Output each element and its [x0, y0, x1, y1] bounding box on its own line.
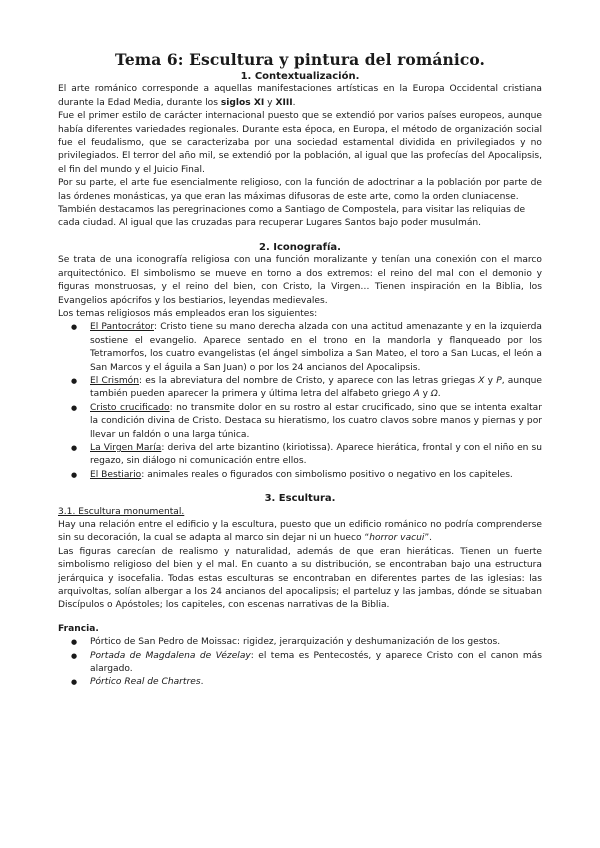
paragraph: También destacamos las peregrinaciones como a Santiago de Compostela, para visitar las reliquias de cada ciudad. Al igual que las cruzadas para recuperar Lugares Santos bajo poder musulmán.: [58, 205, 526, 229]
paragraph: Hay una relación entre el edificio y la escultura, puesto que un edificio románico no podría comprenderse sin su decoración, la cual se adapta al marco sin dejar ni un hueco “horror vacui”.: [58, 520, 542, 544]
list-item: ● Cristo crucificado: no transmite dolor en su rostro al estar crucificado, sino que se intenta exaltar la condición divina de Cristo. Destaca su hieratismo, los cuatro clavos sobre manos y piernas y por llevar un faldón o una larga túnica.: [90, 402, 542, 442]
list-item: ● Portada de Magdalena de Vézelay: el tema es Pentecostés, y aparece Cristo con el canon más alargado.: [90, 650, 542, 677]
page-title: Tema 6: Escultura y pintura del románico.: [114, 50, 486, 69]
section-heading-escultura: 3. Escultura.: [264, 493, 336, 505]
paragraph: Los temas religiosos más empleados eran los siguientes:: [58, 308, 318, 319]
paragraph: Las figuras carecían de realismo y naturalidad, además de que eran hieráticas. Tienen un fuerte simbolismo religioso del bien y el mal. En cuanto a su distribución, se encontraban bajo una estructura jerárquica y isocefalia. Todas estas esculturas se encontraban en diferentes partes de las iglesias: las arquivoltas, solían albergar a los 24 ancianos del apocalipsis; el parteluz y las jambas, dónde se situaban Discípulos o Apóstoles; los capiteles, con escenas narrativas de la Biblia.: [58, 546, 542, 611]
list-item: ● El Bestiario: animales reales o figurados con simbolismo positivo o negativo en los capiteles.: [90, 469, 542, 482]
paragraph: Fue el primer estilo de carácter internacional puesto que se extendió por varios países europeos, aunque había diferentes variedades regionales. Durante esta época, en Europa, el método de organización social fue el feudalismo, que se caracterizaba por una sociedad estamental dividida en privilegiados y no privilegiados. El terror del año mil, se extendió por la población, al igual que las profecías del Apocalipsis, el fin del mundo y el Juicio Final.: [58, 111, 542, 175]
paragraph: El arte románico corresponde a aquellas manifestaciones artísticas en la Europa Occidental cristiana durante la Edad Media, durante los siglos XI y XIII.: [58, 84, 542, 108]
themes-list: [58, 321, 542, 482]
subsection-heading: 3.1. Escultura monumental.: [58, 506, 185, 517]
section-heading-contextualizacion: 1. Contextualización.: [240, 71, 360, 82]
list-item: ● El Crismón: es la abreviatura del nombre de Cristo, y aparece con las letras griegas X y P, aunque también pueden aparecer la primera y última letra del alfabeto griego A y Ω.: [90, 375, 542, 402]
paragraph: Se trata de una iconografía religiosa con una función moralizante y tenían una conexión con el marco arquitectónico. El simbolismo se mueve en torno a dos extremos: el reino del mal con el demonio y figuras monstruosas, y el reino del bien, con Cristo, la Virgen… Tienen inspiración en la Biblia, los Evangelios apócrifos y los bestiarios, leyendas medievales.: [58, 255, 542, 306]
list-item: ● Pórtico de San Pedro de Moissac: rigidez, jerarquización y deshumanización de los gestos.: [90, 636, 542, 649]
paragraph: Por su parte, el arte fue esencialmente religioso, con la función de adoctrinar a la población por parte de las órdenes monásticas, ya que eran las máximas difusoras de este arte, como la orden cluniacense.: [58, 178, 542, 202]
list-item: ● La Virgen María: deriva del arte bizantino (kiriotissa). Aparece hierática, frontal y con el niño en su regazo, sin diálogo ni comunicación entre ellos.: [90, 442, 542, 469]
document-page: [58, 50, 542, 690]
section-heading-iconografia: 2. Iconografía.: [259, 241, 341, 253]
list-item: ● El Pantocrátor: Cristo tiene su mano derecha alzada con una actitud amenazante y en la izquierda sostiene el evangelio. Aparece sentado en el trono en la mandorla y flanqueado por los Tetramorfos, los cuatro evangelistas (el ángel simboliza a San Mateo, el toro a San Lucas, el león a San Marcos y el águila a San Juan) o por los 24 ancianos del Apocalipsis.: [90, 321, 542, 375]
list-item: ● Pórtico Real de Chartres.: [90, 676, 542, 689]
subsection-heading-francia: Francia.: [58, 623, 99, 634]
francia-list: [58, 636, 542, 690]
